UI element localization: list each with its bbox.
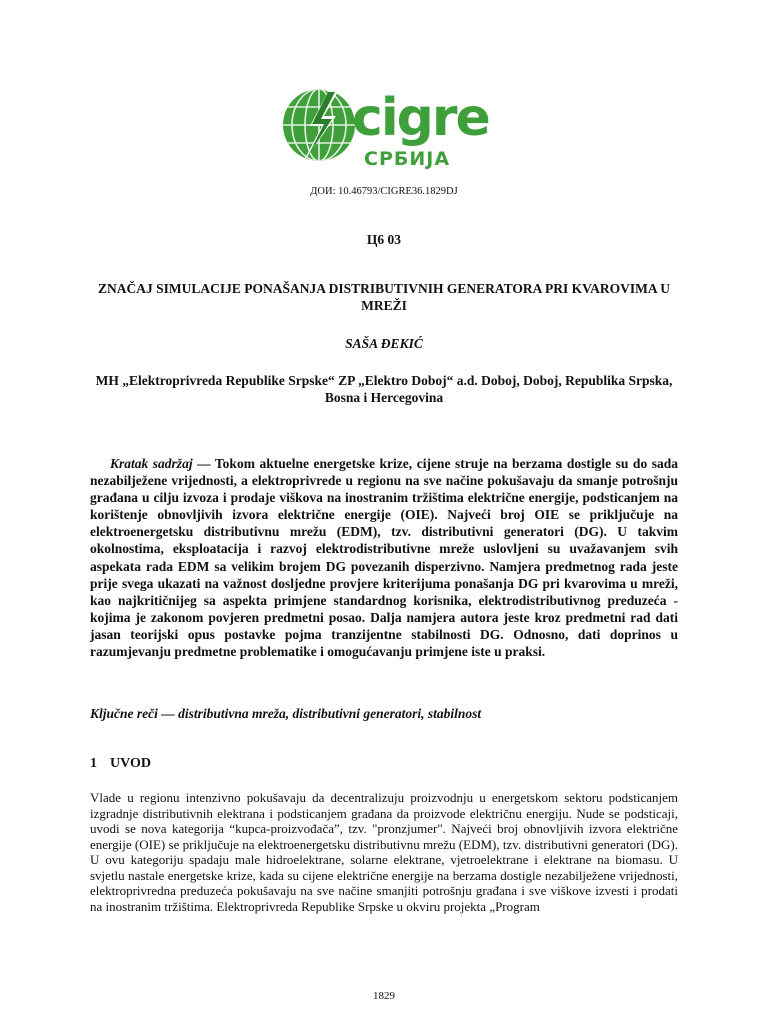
keywords: Ključne reči — distributivna mreža, distributivni generatori, stabilnost <box>90 706 482 721</box>
logo-subtitle: СРБИЈА <box>364 148 451 170</box>
abstract <box>90 455 678 660</box>
doi-line: ДОИ: 10.46793/CIGRE36.1829DJ <box>310 186 458 197</box>
section-heading <box>90 756 151 772</box>
page-number: 1829 <box>373 990 395 1002</box>
author-affiliation: MH „Elektroprivreda Republike Srpske“ ZP „Elektro Doboj“ a.d. Doboj, Doboj, Republika Srpska, Bosna i Hercegovina <box>95 373 673 405</box>
paper-code: Ц6 03 <box>366 232 402 247</box>
cigre-logo <box>280 86 490 182</box>
logo-wordmark: cigre <box>352 88 489 148</box>
paper-title: ZNAČAJ SIMULACIJE PONAŠANJA DISTRIBUTIVNIH GENERATORA PRI KVAROVIMA U MREŽI <box>98 281 670 313</box>
section-title: UVOD <box>110 756 151 771</box>
lightning-globe-icon <box>280 86 358 164</box>
section-number: 1 <box>90 756 97 771</box>
abstract-lead: Kratak sadržaj <box>110 456 193 471</box>
paper-author: SAŠA ĐEKIĆ <box>345 336 423 351</box>
body-paragraph: Vlade u regionu intenzivno pokušavaju da decentralizuju proizvodnju u energetskom sektoru podsticanjem izgradnje distributivnih elektrana i podsticanjem građana da proizvode električnu energiju. Nude se podsticaji, uvodi se nova kategorija “kupca-proizvođača”, tzv. "pronzjumer". Najveći broj obnovljivih izvora električne energije (OIE) se priključuje na elektroenergetsku distributivnu mrežu (EDM), tzv. distributivni generatori (DG). U ovu kategoriju spadaju male hidroelektrane, solarne elektrane, vjetroelektrane i elektrane na biomasu. U svjetlu nastale energetske krize, kada su cijene električne energije na berzama dostigle nezabilježene vrijednosti, elektroprivredna preduzeća pokušavaju na sve načine smanjiti potrošnju građana i sve viškove izvesti i prodati na inostranim tržištima. Elektroprivreda Republike Srpske u okviru projekta „Program <box>90 790 678 914</box>
abstract-text: — Tokom aktuelne energetske krize, cijene struje na berzama dostigle su do sada nezabilježene vrijednosti, a elektroprivrede u regionu na sve načine pokušavaju da smanje potrošnju građana u cilju izvoza i prodaje viškova na inostranim tržištima električne energije, podsticanjem na korištenje obnovljivih izvora električne energije (OIE). Najveći broj OIE se priključuje na elektroenergetsku distributivnu mrežu (EDM), tzv. distributivni generatori (DG). U takvim okolnostima, eksploatacija i razvoj elektrodistributivne mreže uslovljeni su uvažavanjem svih aspekata rada EDM sa velikim brojem DG povezanih disperzivno. Namjera predmetnog rada jeste prije svega ukazati na važnost dosljedne provjere kriterijuma ponašanja DG pri kvarovima u mreži, kao najkritičnijeg sa aspekta primjene standardnog korisnika, elektrodistributivnog preduzeća - kojima je zakonom povjeren predmetni posao. Dalja namjera autora jeste kroz predmetni rad dati jasan teorijski opus postavke pojma tranzijentne stabilnosti DG. Odnosno, dati doprinos u razumjevanju predmetne problematike i omogućavanju primjene iste u praksi. <box>90 456 678 660</box>
